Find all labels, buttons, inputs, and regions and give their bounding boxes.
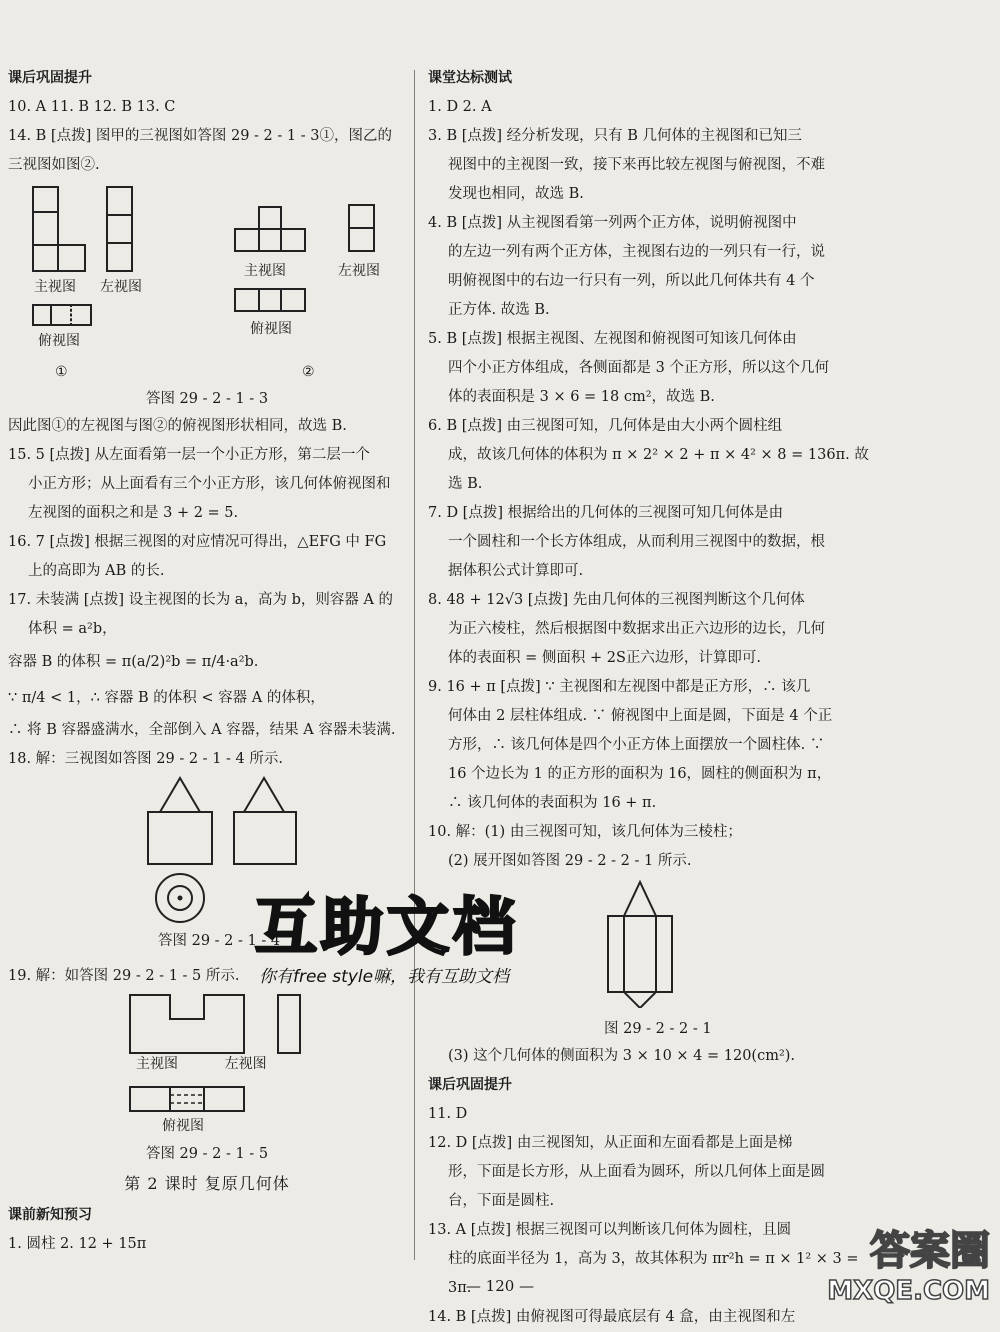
- square-shape: [32, 186, 59, 246]
- answer-line: 正方体. 故选 B.: [448, 302, 550, 318]
- figure-three-views-3: [8, 180, 406, 386]
- answer-line: 的左边一列有两个正方体，主视图右边的一列只有一行，说: [448, 244, 825, 260]
- answer-line: 体的表面积 = 侧面积 + 2S正六边形，计算即可.: [448, 650, 762, 666]
- answer-line: 方形，∴ 该几何体是四个小正方体上面摆放一个圆柱体. ∵: [448, 737, 825, 753]
- answer-line: 19. 解：如答图 29 - 2 - 1 - 5 所示.: [8, 968, 240, 984]
- answer-line: 据体积公式计算即可.: [448, 563, 584, 579]
- divider-shape: [280, 228, 282, 252]
- corner-logo-title: 答案圈: [870, 1228, 990, 1274]
- answer-line: 14. B [点拨] 由俯视图可得最底层有 4 盒，由主视图和左: [428, 1309, 796, 1325]
- square-shape: [106, 186, 133, 272]
- figure-mark: ①: [55, 364, 68, 380]
- answer-line: 容器 B 的体积 = π(a/2)²b = π/4·a²b.: [8, 654, 259, 670]
- left-column: [8, 64, 406, 1259]
- answer-line: 10. A 11. B 12. B 13. C: [8, 99, 176, 115]
- answer-line: 左视图的面积之和是 3 + 2 = 5.: [28, 505, 239, 521]
- answer-line: 1. 圆柱 2. 12 + 15π: [8, 1236, 147, 1252]
- column-divider: [414, 70, 415, 1260]
- answer-line: 15. 5 [点拨] 从左面看第一层一个小正方形，第二层一个: [8, 447, 370, 463]
- answer-line: 三视图如图②.: [8, 157, 100, 173]
- answer-line: 发现也相同，故选 B.: [448, 186, 584, 202]
- answer-line: 3π.: [448, 1280, 472, 1296]
- answer-line: 1. D 2. A: [428, 99, 492, 115]
- figure-mark: ②: [302, 364, 315, 380]
- view-label: 左视图: [338, 263, 380, 279]
- answer-line: 选 B.: [448, 476, 483, 492]
- divider-shape: [57, 244, 59, 272]
- answer-line: 视图中的主视图一致，接下来再比较左视图与俯视图，不难: [448, 157, 825, 173]
- answer-line: 12. D [点拨] 由三视图知，从正面和左面看都是上面是梯: [428, 1135, 793, 1151]
- answer-line: 8. 48 + 12√3 [点拨] 先由几何体的三视图判断这个几何体: [428, 592, 805, 608]
- answer-line: 小正方形；从上面看有三个小正方形，该几何体俯视图和: [28, 476, 391, 492]
- view-label: 俯视图: [250, 321, 292, 337]
- answer-line: 柱的底面半径为 1，高为 3，故其体积为 πr²h = π × 1² × 3 =: [448, 1251, 859, 1267]
- divider-shape: [50, 304, 52, 326]
- divider-shape: [106, 214, 133, 216]
- page-number: — 120 —: [465, 1277, 535, 1295]
- corner-logo-url: MXQE.COM: [827, 1276, 990, 1306]
- figure-caption: 答图 29 - 2 - 1 - 3: [145, 391, 269, 407]
- answer-line: 11. D: [428, 1106, 468, 1122]
- view-label: 主视图: [136, 1056, 178, 1072]
- square-shape: [32, 244, 86, 272]
- corner-logo: [827, 1219, 990, 1306]
- answer-line: 6. B [点拨] 由三视图可知，几何体是由大小两个圆柱组: [428, 418, 783, 434]
- divider-shape: [106, 242, 133, 244]
- rect-shape: [608, 916, 672, 992]
- rect-shape: [234, 812, 296, 864]
- answer-line: 明俯视图中的右边一行只有一列，所以此几何体共有 4 个: [448, 273, 815, 289]
- square-shape: [258, 206, 282, 230]
- lesson-title: 第 2 课时 复原几何体: [124, 1174, 290, 1193]
- section-heading: 课堂达标测试: [428, 70, 512, 86]
- divider-shape: [348, 227, 375, 229]
- triangle-shape: [624, 992, 656, 1008]
- rect-shape: [32, 304, 92, 326]
- divider-shape: [32, 211, 59, 213]
- center-dot: [178, 896, 183, 901]
- view-label: 主视图: [34, 279, 76, 295]
- triangle-shape: [160, 778, 200, 812]
- section-heading: 课前新知预习: [8, 1207, 92, 1223]
- answer-line: ∴ 该几何体的表面积为 16 + π.: [448, 795, 657, 811]
- answer-line: 台，下面是圆柱.: [448, 1193, 555, 1209]
- answer-line: ∴ 将 B 容器盛满水，全部倒入 A 容器，结果 A 容器未装满.: [8, 722, 396, 738]
- rect-shape: [130, 1087, 244, 1111]
- triangle-shape: [244, 778, 284, 812]
- answer-line: 体的表面积是 3 × 6 = 18 cm²，故选 B.: [448, 389, 715, 405]
- rect-shape: [278, 995, 300, 1053]
- answer-line: 13. A [点拨] 根据三视图可以判断该几何体为圆柱，且圆: [428, 1222, 792, 1238]
- answer-line: ∵ π/4 < 1，∴ 容器 B 的体积 < 容器 A 的体积，: [8, 690, 325, 706]
- answer-line: 3. B [点拨] 经分析发现，只有 B 几何体的主视图和已知三: [428, 128, 803, 144]
- view-label: 主视图: [244, 263, 286, 279]
- figure-caption: 答图 29 - 2 - 1 - 5: [145, 1146, 269, 1162]
- answer-line: (3) 这个几何体的侧面积为 3 × 10 × 4 = 120(cm²).: [448, 1048, 796, 1064]
- answer-line: 17. 未装满 [点拨] 设主视图的长为 a，高为 b，则容器 A 的: [8, 592, 394, 608]
- answer-line: 因此图①的左视图与图②的俯视图形状相同，故选 B.: [8, 418, 347, 434]
- dashed-line-shape: [70, 304, 72, 326]
- figure-caption: 答图 29 - 2 - 1 - 4: [158, 933, 281, 949]
- view-label: 左视图: [224, 1056, 267, 1072]
- divider-shape: [258, 228, 260, 252]
- section-heading: 课后巩固提升: [428, 1077, 512, 1093]
- answer-line: 7. D [点拨] 根据给出的几何体的三视图可知几何体是由: [428, 505, 784, 521]
- answer-line: 成，故该几何体的体积为 π × 2² × 2 + π × 4² × 8 = 136π. 故: [448, 447, 869, 463]
- answer-line: 16 个边长为 1 的正方形的面积为 16，圆柱的侧面积为 π，: [448, 766, 832, 782]
- watermark-title: 互助文档: [255, 890, 520, 963]
- answer-line: 14. B [点拨] 图甲的三视图如答图 29 - 2 - 1 - 3①，图乙的: [8, 128, 392, 144]
- answer-line: 为正六棱柱，然后根据图中数据求出正六边形的边长，几何: [448, 621, 825, 637]
- answer-line: 5. B [点拨] 根据主视图、左视图和俯视图可知该几何体由: [428, 331, 797, 347]
- rect-shape: [148, 812, 212, 864]
- watermark-slogan: 你有free style嘛，我有互助文档: [259, 967, 510, 987]
- answer-line: 形，下面是长方形，从上面看为圆环，所以几何体上面是圆: [448, 1164, 825, 1180]
- watermark-logo: [255, 892, 519, 987]
- rect-shape: [234, 288, 306, 312]
- answer-line: 4. B [点拨] 从主视图看第一列两个正方体，说明俯视图中: [428, 215, 797, 231]
- answer-line: 一个圆柱和一个长方体组成，从而利用三视图中的数据，根: [448, 534, 825, 550]
- figure-caption: 图 29 - 2 - 2 - 1: [604, 1021, 712, 1037]
- divider-shape: [258, 288, 260, 312]
- answer-line: 上的高即为 AB 的长.: [28, 563, 165, 579]
- view-label: 左视图: [100, 279, 142, 295]
- answer-line: 18. 解：三视图如答图 29 - 2 - 1 - 4 所示.: [8, 751, 283, 767]
- main-view-shape: [130, 995, 244, 1053]
- section-heading: 课后巩固提升: [8, 70, 92, 86]
- answer-line: 16. 7 [点拨] 根据三视图的对应情况可得出，△EFG 中 FG: [8, 534, 387, 550]
- triangle-shape: [624, 882, 656, 916]
- view-label: 俯视图: [162, 1118, 204, 1134]
- right-column: [428, 64, 988, 1332]
- rect-shape: [234, 228, 306, 252]
- answer-line: 四个小正方体组成，各侧面都是 3 个正方形，所以这个几何: [448, 360, 829, 376]
- answer-line: (2) 展开图如答图 29 - 2 - 2 - 1 所示.: [448, 853, 692, 869]
- answer-line: 何体由 2 层柱体组成. ∵ 俯视图中上面是圆，下面是 4 个正: [448, 708, 833, 724]
- answer-line: 9. 16 + π [点拨] ∵ 主视图和左视图中都是正方形，∴ 该几: [428, 679, 811, 695]
- answer-line: 10. 解：(1) 由三视图可知，该几何体为三棱柱；: [428, 824, 742, 840]
- view-label: 俯视图: [38, 333, 80, 349]
- divider-shape: [280, 288, 282, 312]
- answer-line: 体积 = a²b，: [28, 621, 117, 637]
